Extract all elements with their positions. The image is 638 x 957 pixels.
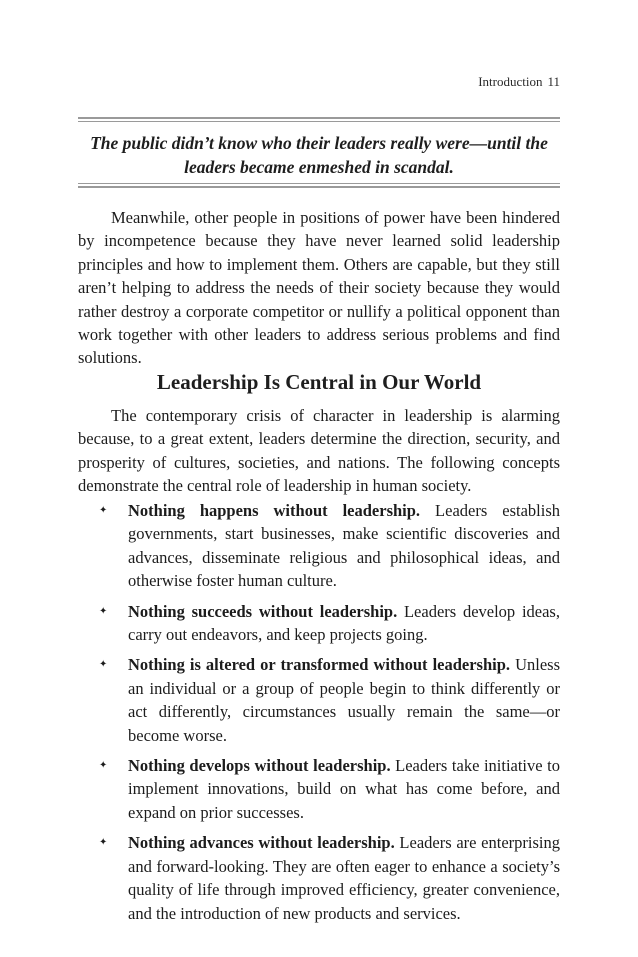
rule-thin-line	[78, 183, 560, 184]
rule-thick-line	[78, 117, 560, 119]
bullet-text: Leaders establish governments, start businesses, make scientific discoveries and advances, disseminate religious and philosophical ideas, and otherwise foster human culture.	[128, 501, 560, 591]
rule-thin-line	[78, 121, 560, 122]
list-item	[78, 831, 560, 925]
list-item	[78, 499, 560, 593]
bullet-list	[78, 499, 560, 932]
bullet-lead: Nothing develops without leadership.	[128, 756, 391, 776]
bullet-star-icon: ✦	[99, 659, 108, 671]
bullet-star-icon: ✦	[99, 605, 108, 617]
running-head	[478, 74, 560, 90]
page-number: 11	[547, 74, 560, 89]
section-heading: Leadership Is Central in Our World	[156, 370, 482, 394]
bullet-text: Leaders are enterprising and forward-looking. They are often eager to enhance a society’s quality of life through improved efficiency, greater convenience, and the introduction of new products and services.	[128, 833, 560, 923]
bullet-lead: Nothing advances without leadership.	[128, 833, 395, 853]
pull-quote-top-rule	[78, 117, 560, 122]
bullet-star-icon: ✦	[99, 760, 108, 772]
bullet-star-icon: ✦	[99, 505, 108, 516]
list-item	[78, 653, 560, 747]
bullet-text: Leaders take initiative to implement innovations, build on what has come before, and expand on prior successes.	[128, 756, 560, 822]
body-paragraph: Meanwhile, other people in positions of power have been hindered by incompetence because they have never learned solid leadership principles and how to implement them. Others are capable, but they still aren’t helping to address the needs of their society because they would rather destroy a corporate competitor or nullify a political opponent than work together with other leaders to address serious problems and find solutions.	[78, 208, 560, 368]
bullet-lead: Nothing happens without leadership.	[128, 501, 421, 520]
pull-quote-bottom-rule	[78, 183, 560, 188]
list-item	[78, 754, 560, 824]
pull-quote: The public didn’t know who their leaders really were—until the leaders became enmeshed in scandal.	[90, 133, 548, 177]
bullet-star-icon: ✦	[99, 837, 108, 849]
list-item	[78, 600, 560, 647]
bullet-lead: Nothing is altered or transformed without leadership.	[128, 655, 511, 675]
bullet-text: Leaders develop ideas, carry out endeavors, and keep projects going.	[128, 601, 560, 645]
rule-thick-line	[78, 186, 560, 188]
bullet-lead: Nothing succeeds without leadership.	[128, 601, 398, 621]
body-paragraph: The contemporary crisis of character in leadership is alarming because, to a great extent, leaders determine the direction, security, and prosperity of cultures, societies, and nations. The following concepts demonstrate the central role of leadership in human society.	[78, 406, 560, 496]
running-head-title: Introduction	[478, 74, 543, 89]
bullet-text: Unless an individual or a group of people begin to think differently or act differently, circumstances usually remain the same—or become worse.	[128, 655, 560, 745]
